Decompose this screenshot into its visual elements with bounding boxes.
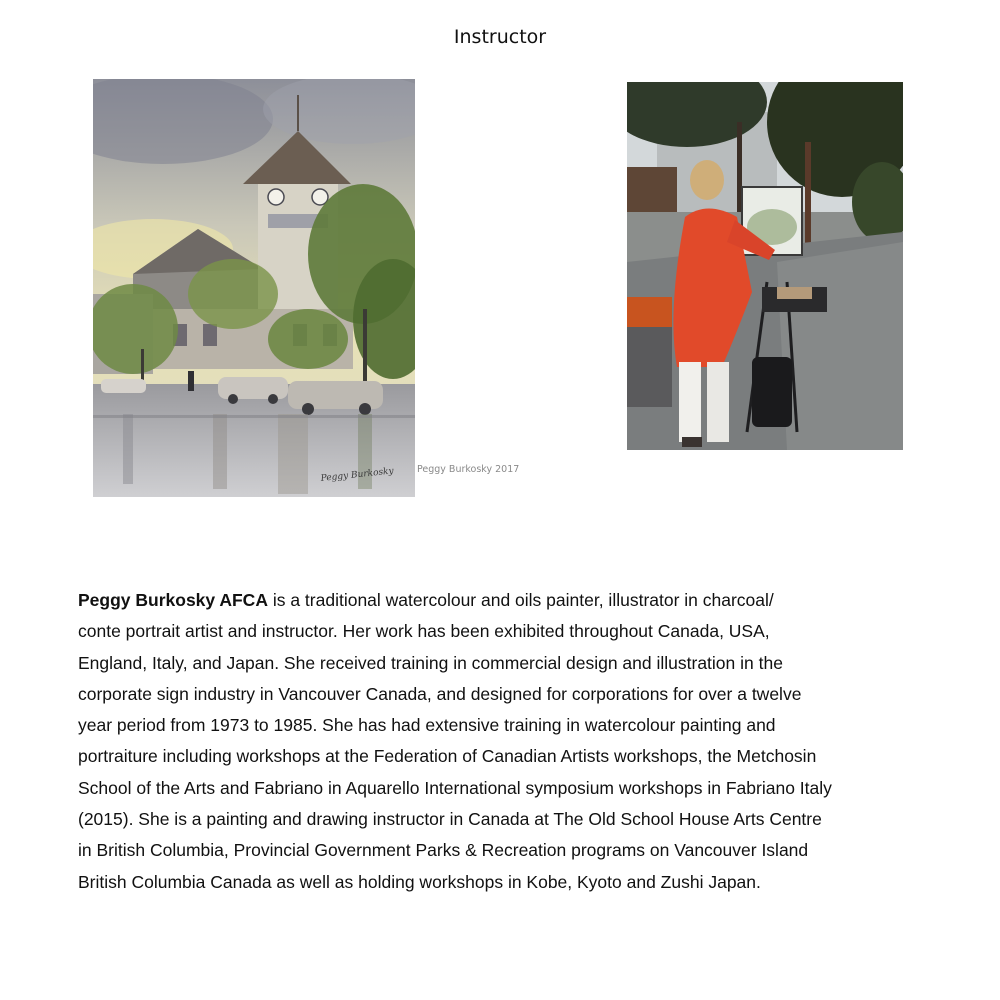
instructor-bio xyxy=(78,585,938,898)
bio-line: (2015). She is a painting and drawing instructor in Canada at The Old School House Arts Centre xyxy=(78,809,822,830)
bio-line: conte portrait artist and instructor. Her work has been exhibited throughout Canada, USA, xyxy=(78,621,770,642)
bio-line: portraiture including workshops at the Federation of Canadian Artists workshops, the Metchosin xyxy=(78,746,817,767)
bio-line: England, Italy, and Japan. She received training in commercial design and illustration in the xyxy=(78,652,783,673)
bio-line: in British Columbia, Provincial Government Parks & Recreation programs on Vancouver Island xyxy=(78,840,809,861)
bio-line: School of the Arts and Fabriano in Aquarello International symposium workshops in Fabriano Italy xyxy=(78,777,832,798)
bio-line: year period from 1973 to 1985. She has had extensive training in watercolour painting and xyxy=(78,715,776,736)
bio-line: British Columbia Canada as well as holding workshops in Kobe, Kyoto and Zushi Japan. xyxy=(78,871,761,892)
instructor-photo xyxy=(627,82,903,450)
bio-line: corporate sign industry in Vancouver Canada, and designed for corporations for over a twelve xyxy=(78,683,802,704)
painting-credit: Peggy Burkosky 2017 xyxy=(417,464,520,475)
page-title: Instructor xyxy=(453,26,547,48)
bio-line: Peggy Burkosky AFCA is a traditional watercolour and oils painter, illustrator in charcoal/ xyxy=(78,590,774,610)
painting-signature: Peggy Burkosky xyxy=(320,466,395,484)
instructor-name: Peggy Burkosky AFCA xyxy=(78,590,268,610)
watercolour-painting xyxy=(93,79,415,497)
